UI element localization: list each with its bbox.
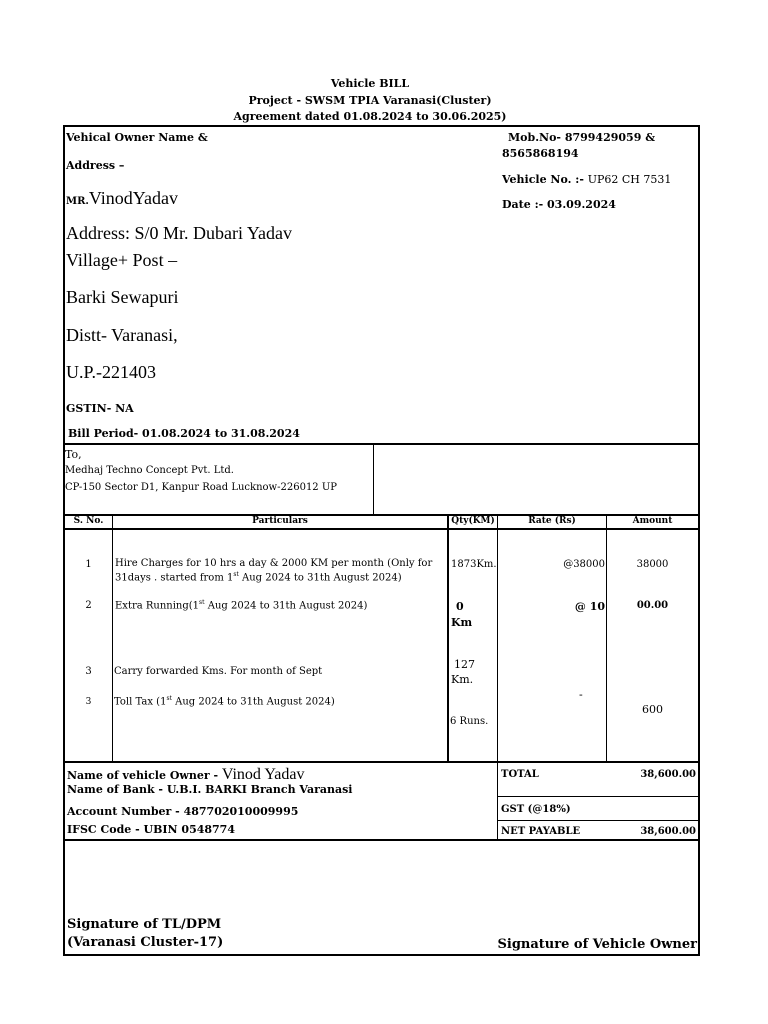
- owner-name-value: Vinod Yadav: [221, 766, 305, 783]
- divider-gst: [497, 820, 700, 821]
- row1-sup: st: [233, 571, 239, 578]
- signature-tl-line2: (Varanasi Cluster-17): [67, 935, 224, 950]
- row2-part-text: Extra Running(1: [115, 600, 200, 612]
- net-payable-value: 38,600.00: [640, 826, 696, 837]
- account-number: Account Number - 487702010009995: [67, 805, 299, 818]
- mobile-line1: Mob.No- 8799429059 &: [508, 131, 656, 144]
- gst-label: GST (@18%): [501, 804, 571, 815]
- row2-sup: st: [199, 599, 205, 606]
- vehicle-number: UP62 CH 7531: [587, 173, 672, 186]
- header-particulars: Particulars: [252, 516, 308, 526]
- recipient-company: Medhaj Techno Concept Pvt. Ltd.: [65, 465, 234, 476]
- row4-amount: 600: [642, 703, 663, 716]
- row2-rate: @ 10: [574, 600, 605, 613]
- vehicle-label: Vehicle No. :-: [502, 173, 588, 186]
- row1-rate: @38000: [563, 559, 605, 570]
- row2-particulars: [115, 599, 367, 611]
- owner-name: VinodYadav: [88, 188, 178, 208]
- address-line-3: Barki Sewapuri: [66, 287, 179, 307]
- row4-part-text-b: Aug 2024 to 31th August 2024): [171, 696, 335, 708]
- project-value: SWSM TPIA Varanasi(Cluster): [304, 94, 492, 107]
- row4-part-text: Toll Tax (1: [114, 696, 167, 708]
- owner-name-row: [67, 764, 305, 784]
- row3-sno: 3: [85, 666, 92, 677]
- bill-title: Vehicle BILL: [330, 77, 410, 90]
- project-line: [0, 94, 740, 107]
- total-label: TOTAL: [501, 769, 539, 780]
- row4-particulars: [114, 695, 335, 707]
- row3-qty-unit: Km.: [451, 673, 474, 686]
- vehicle-no-line: [502, 173, 671, 186]
- owner-label-line1: Vehical Owner Name &: [66, 131, 208, 144]
- row4-sno: 3: [85, 697, 92, 707]
- recipient-address: CP-150 Sector D1, Kanpur Road Lucknow-226012 UP: [65, 482, 337, 493]
- divider-recipient-top: [63, 443, 700, 445]
- header-rate: Rate (Rs): [528, 516, 576, 526]
- row1-particulars-line1: Hire Charges for 10 hrs a day & 2000 KM per month (Only for: [115, 558, 433, 569]
- row4-qty: 6 Runs.: [450, 716, 489, 727]
- project-label: Project -: [248, 94, 305, 107]
- col-div-3: [497, 514, 498, 840]
- address-line-4: Distt- Varanasi,: [66, 325, 178, 345]
- row3-particulars: Carry forwarded Kms. For month of Sept: [114, 666, 323, 677]
- header-qty: Qty(KM): [451, 516, 495, 526]
- gstin: GSTIN- NA: [66, 402, 134, 415]
- border-bottom: [63, 954, 700, 956]
- row3-qty-value: 127: [454, 658, 475, 671]
- signature-owner: Signature of Vehicle Owner: [497, 937, 697, 952]
- address-line-2: Village+ Post –: [66, 250, 178, 270]
- header-amount: Amount: [632, 516, 673, 526]
- ifsc-code: IFSC Code - UBIN 0548774: [67, 823, 235, 836]
- divider-recipient-vert: [373, 443, 374, 515]
- bill-period: Bill Period- 01.08.2024 to 31.08.2024: [68, 427, 300, 440]
- total-value: 38,600.00: [640, 769, 696, 780]
- bank-name: Name of Bank - U.B.I. BARKI Branch Varanasi: [67, 783, 353, 796]
- row1-qty: 1873Km.: [451, 559, 497, 570]
- col-div-4: [606, 514, 607, 762]
- border-top: [63, 125, 700, 127]
- table-header-bottom: [63, 528, 700, 530]
- col-div-2: [447, 514, 449, 762]
- divider-bank-bottom: [63, 839, 700, 841]
- row2-qty-unit: Km: [451, 616, 473, 629]
- agreement-line: Agreement dated 01.08.2024 to 30.06.2025): [233, 110, 507, 123]
- header-sno: S. No.: [73, 516, 104, 526]
- name-prefix: MR.: [66, 196, 89, 207]
- row2-amount: 00.00: [636, 600, 669, 611]
- to-label: To,: [65, 448, 82, 461]
- address-line-1: Address: S/0 Mr. Dubari Yadav: [66, 223, 293, 243]
- bill-date: Date :- 03.09.2024: [502, 198, 616, 211]
- row2-qty-value: 0: [456, 600, 464, 613]
- mobile-line2: 8565868194: [502, 147, 579, 160]
- row2-sno: 2: [85, 600, 92, 611]
- row4-rate: -: [579, 688, 583, 701]
- row1-particulars-line2: [115, 571, 402, 583]
- divider-bank-top: [63, 761, 700, 763]
- owner-label-line2: Address –: [66, 159, 125, 172]
- row4-sup: st: [166, 695, 172, 702]
- divider-total: [497, 796, 700, 797]
- row2-part-text-b: Aug 2024 to 31th August 2024): [204, 600, 368, 612]
- owner-name-line: [66, 188, 178, 209]
- border-left: [63, 125, 65, 956]
- col-div-1: [112, 514, 113, 762]
- row1-amount: 38000: [636, 559, 669, 570]
- border-right: [698, 125, 700, 956]
- address-line-5: U.P.-221403: [66, 362, 157, 382]
- row1-sno: 1: [85, 559, 92, 570]
- row1-part-text: 31days . started from 1: [115, 572, 234, 584]
- net-payable-label: NET PAYABLE: [501, 826, 581, 837]
- signature-tl-line1: Signature of TL/DPM: [67, 917, 222, 932]
- row1-part-text-b: Aug 2024 to 31th August 2024): [238, 572, 402, 584]
- owner-name-label: Name of vehicle Owner -: [67, 769, 222, 782]
